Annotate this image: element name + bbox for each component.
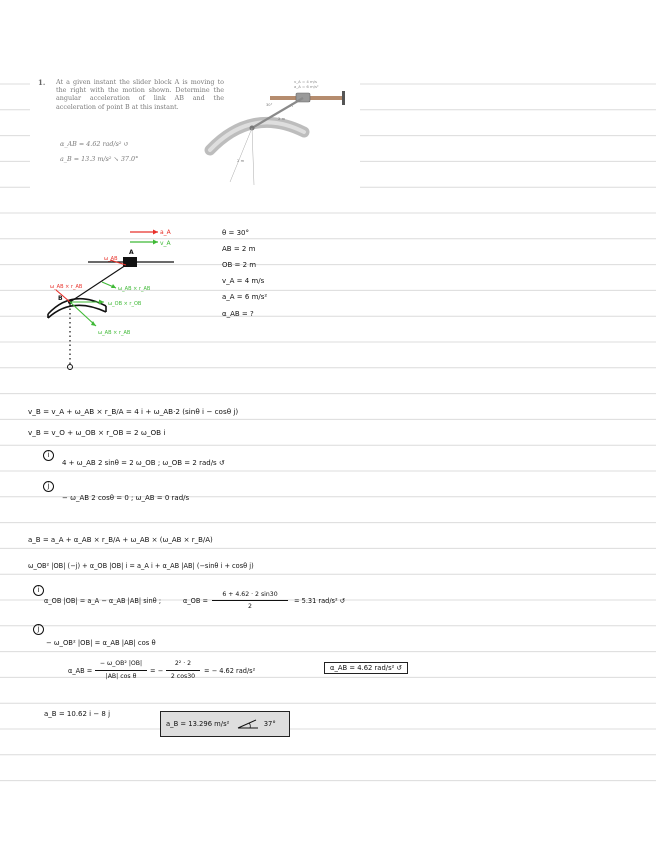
- accel-eq-1: a_B = a_A + α_AB × r_B/A + ω_AB × (ω_AB × r_B/A): [28, 536, 213, 544]
- velocity-eq-2: v_B = v_O + ω_OB × r_OB = 2 ω_OB i: [28, 428, 166, 437]
- sketch-A-label: A: [129, 249, 134, 256]
- given-OB: OB = 2 m: [222, 261, 257, 269]
- sketch-B-label: B: [58, 295, 63, 302]
- sketch-pivot-O: [68, 365, 73, 370]
- answer-alpha: α_AB = 4.62 rad/s² ↺: [60, 140, 129, 148]
- fig-aA-label: a_A = 6 m/s²: [294, 84, 319, 89]
- j-component-marker: j: [43, 481, 54, 492]
- i2-marker: i: [33, 585, 44, 596]
- alpha-lhs: α_AB =: [68, 667, 93, 675]
- problem-number: 1.: [38, 78, 46, 87]
- alpha-numerator: − ω_OB² |OB|: [99, 660, 143, 667]
- aB-answer-angle: 37°: [263, 720, 276, 728]
- accel-eq-2: ω_OB² |OB| (−j) + α_OB |OB| i = a_A i + α_AB |AB| (−sinθ i + cosθ j): [28, 562, 254, 570]
- alpha-answer-box: α_AB = 4.62 rad/s² ↺: [324, 662, 408, 674]
- fig-len-radius: 2 m: [237, 158, 245, 163]
- problem-statement: [30, 72, 360, 192]
- aB-answer-box: [160, 711, 290, 737]
- alpha-denominator-2: 2 cos30: [170, 673, 196, 680]
- i-component-marker: i: [43, 450, 54, 461]
- i2-result-denominator: 2: [248, 603, 252, 610]
- sketch-vA-label: v_A: [160, 240, 171, 247]
- alpha-rhs: = − 4.62 rad/s²: [204, 667, 256, 675]
- i2-result-lhs: α_OB =: [183, 597, 208, 605]
- i2-fraction-bar: [212, 600, 288, 601]
- sketch-wAB-small: ω_AB: [104, 256, 118, 262]
- answer-accel: a_B = 13.3 m/s² ↘ 37.0°: [60, 155, 139, 163]
- angle-symbol-icon: [236, 718, 262, 730]
- sketch-wAB-AB-2: ω_AB × r_AB: [118, 286, 151, 292]
- vA-arrowhead: [153, 240, 158, 245]
- alpha-numerator-2: 2² · 2: [174, 660, 192, 667]
- mechanism-figure: [200, 76, 360, 188]
- aA-arrowhead: [153, 230, 158, 235]
- free-body-sketch: [40, 222, 220, 374]
- sketch-aA-label: a_A: [160, 229, 171, 236]
- alpha-denominator: |AB| cos θ: [105, 673, 137, 680]
- sketch-wAB-AB-3: ω_AB × r_AB: [98, 330, 131, 336]
- sketch-wOB-OB: ω_OB × r_OB: [108, 301, 142, 307]
- given-theta: θ = 30°: [222, 229, 250, 237]
- fig-angle: 30°: [266, 103, 273, 107]
- j2-marker: j: [33, 624, 44, 635]
- given-alpha: α_AB = ?: [222, 310, 254, 318]
- i2-equation: α_OB |OB| = a_A − α_AB |AB| sinθ ;: [44, 597, 162, 605]
- aB-answer-value: a_B = 13.296 m/s²: [166, 720, 230, 728]
- i2-result-numerator: 6 + 4.62 · 2 sin30: [222, 591, 278, 598]
- fig-vA-label: v_A = 4 m/s: [294, 79, 317, 84]
- radius-line: [252, 128, 254, 185]
- alpha-fraction-bar-2: [166, 670, 200, 671]
- given-AB: AB = 2 m: [222, 245, 256, 253]
- i-component-eq: 4 + ω_AB 2 sinθ = 2 ω_OB ; ω_OB = 2 rad/s ↺: [62, 459, 225, 467]
- given-aA: a_A = 6 m/s²: [222, 293, 268, 301]
- problem-text: At a given instant the slider block A is moving to the right with the motion shown. Determine the angular acceleration of link AB and the acceleration of point B at this instant.: [56, 78, 224, 111]
- sketch-wAB-AB: ω_AB × r_AB: [50, 284, 83, 290]
- alpha-fraction-bar: [95, 670, 147, 671]
- rail-support: [342, 91, 345, 105]
- j2-equation: − ω_OB² |OB| = α_AB |AB| cos θ: [46, 639, 156, 647]
- fig-len-AB: 2 m: [278, 116, 286, 121]
- alpha-mid: = −: [150, 667, 164, 675]
- velocity-eq-1: v_B = v_A + ω_AB × r_B/A = 4 i + ω_AB·2 (sinθ i − cosθ j): [28, 407, 239, 416]
- given-vA: v_A = 4 m/s: [222, 277, 265, 285]
- aB-vector-eq: a_B = 10.62 i − 8 j: [44, 710, 111, 718]
- i2-result-rhs: = 5.31 rad/s² ↺: [294, 597, 346, 605]
- j-component-eq: − ω_AB 2 cosθ = 0 ; ω_AB = 0 rad/s: [62, 494, 190, 502]
